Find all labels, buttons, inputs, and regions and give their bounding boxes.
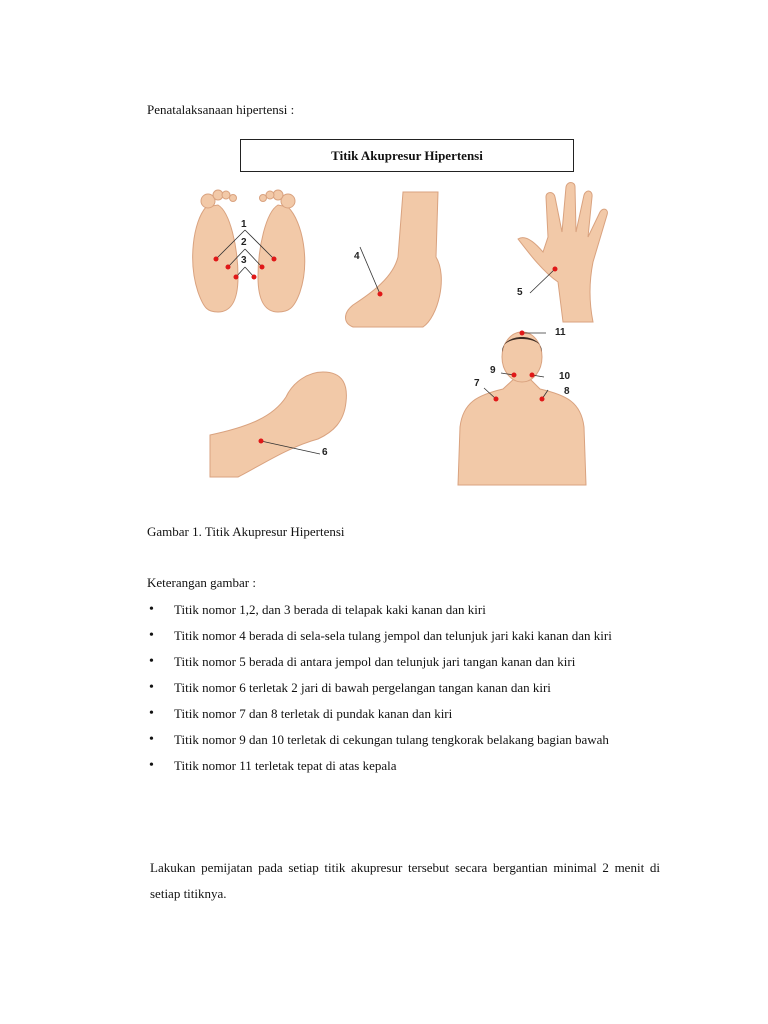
list-item: • Titik nomor 11 terletak tepat di atas kepala: [147, 753, 658, 779]
point-label: 7: [474, 378, 480, 389]
point-label: 11: [555, 327, 566, 338]
closing-paragraph: Lakukan pemijatan pada setiap titik akupresur tersebut secara bergantian minimal 2 menit di setiap titiknya.: [150, 860, 660, 901]
point-label: 8: [564, 386, 570, 397]
figure-caption: Gambar 1. Titik Akupresur Hipertensi: [147, 524, 345, 539]
point-label: 10: [559, 371, 571, 382]
legend-title: Keterangan gambar :: [147, 575, 257, 590]
feet-soles-image: [193, 190, 305, 312]
list-item: • Titik nomor 9 dan 10 terletak di cekungan tulang tengkorak belakang bagian bawah: [147, 727, 658, 753]
legend-list: [147, 597, 658, 779]
acupressure-figure: [148, 127, 660, 487]
back-head-image: [458, 331, 586, 486]
point-label: 2: [241, 237, 247, 248]
acupressure-illustration: [148, 127, 660, 487]
list-item: • Titik nomor 7 dan 8 terletak di pundak kanan dan kiri: [147, 701, 658, 727]
arm-image: [210, 372, 346, 477]
list-item: • Titik nomor 5 berada di antara jempol dan telunjuk jari tangan kanan dan kiri: [147, 649, 658, 675]
point-label: 6: [322, 447, 328, 458]
list-item: • Titik nomor 1,2, dan 3 berada di telapak kaki kanan dan kiri: [147, 597, 658, 623]
point-label: 5: [517, 287, 523, 298]
point-label: 4: [354, 251, 360, 262]
point-label: 9: [490, 365, 496, 376]
list-item: • Titik nomor 6 terletak 2 jari di bawah pergelangan tangan kanan dan kiri: [147, 675, 658, 701]
point-label: 1: [241, 219, 247, 230]
figure-title: Titik Akupresur Hipertensi: [240, 139, 574, 172]
section-heading: Penatalaksanaan hipertensi :: [147, 102, 295, 117]
list-item: • Titik nomor 4 berada di sela-sela tulang jempol dan telunjuk jari kaki kanan dan kiri: [147, 623, 658, 649]
point-label: 3: [241, 255, 247, 266]
hand-image: [518, 183, 607, 323]
